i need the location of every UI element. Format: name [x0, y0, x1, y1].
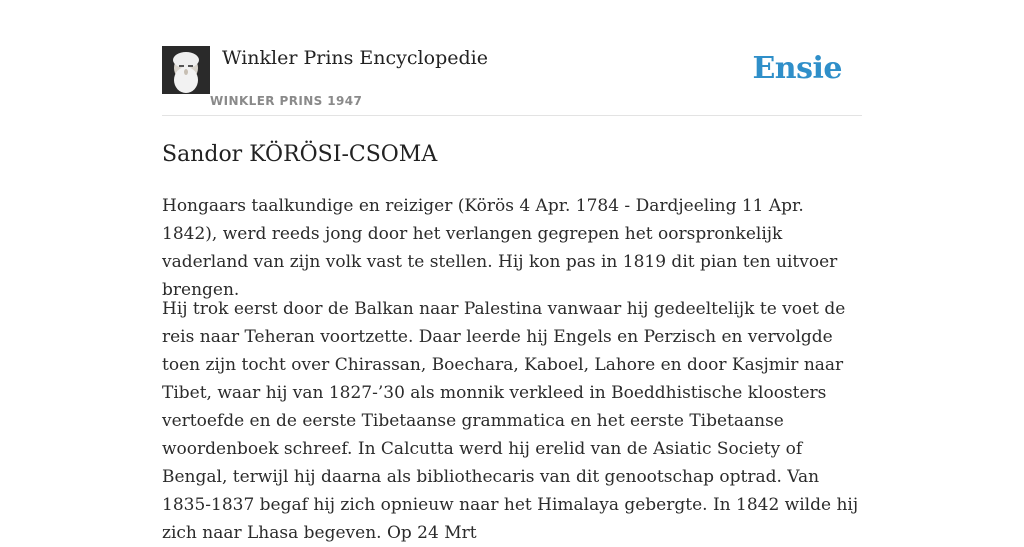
article-container: [162, 0, 862, 543]
article-paragraph: Hij trok eerst door de Balkan naar Palestina vanwaar hij gedeeltelijk te voet de reis naar Teheran voortzette. Daar leerde hij Engels en Perzisch en vervolgde toen zijn tocht over Chirassan, Boechara, Kaboel, Lahore en door Kasjmir naar Tibet, waar hij van 1827-’30 als monnik verkleed in Boeddhistische kloosters vertoefde en de eerste Tibetaanse grammatica en het eerste Tibetaanse woordenboek schreef. In Calcutta werd hij erelid van de Asiatic Society of Bengal, terwijl hij daarna als bibliothecaris van dit genootschap optrad. Van 1835-1837 begaf hij zich opnieuw naar het Himalaya gebergte. In 1842 wilde hij zich naar Lhasa begeven. Op 24 Mrt: [162, 299, 859, 543]
author-avatar[interactable]: [162, 46, 210, 94]
article-title: Sandor KÖRÖSI-CSOMA: [162, 142, 438, 167]
header: [162, 0, 862, 116]
brand-logo[interactable]: Ensie: [752, 51, 842, 86]
edition-label[interactable]: WINKLER PRINS 1947: [210, 94, 363, 108]
portrait-icon: [162, 46, 210, 94]
site-name[interactable]: Winkler Prins Encyclopedie: [222, 47, 488, 69]
article-paragraph: Hongaars taalkundige en reiziger (Körös 4 Apr. 1784 - Dardjeeling 11 Apr. 1842), werd reeds jong door het verlangen gegrepen het oorspronkelijk vaderland van zijn volk vast te stellen. Hij kon pas in 1819 dit pian ten uitvoer brengen.: [162, 196, 838, 300]
